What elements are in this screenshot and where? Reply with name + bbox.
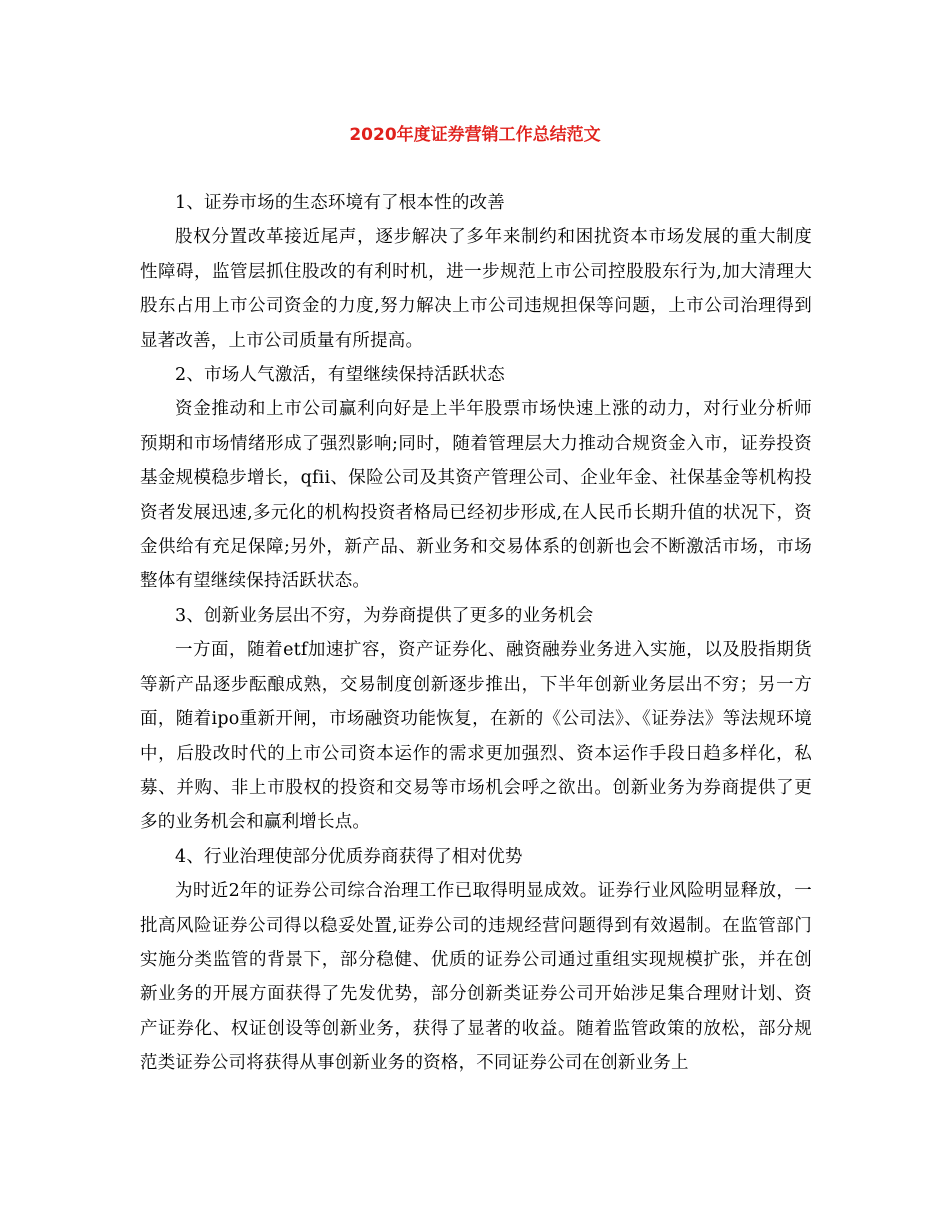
- document-title: 2020年度证券营销工作总结范文: [349, 125, 601, 145]
- section-heading-1: 1、证券市场的生态环境有了根本性的改善: [175, 193, 505, 213]
- section-paragraph-2: 资金推动和上市公司赢利向好是上半年股票市场快速上涨的动力，对行业分析师预期和市场情绪形成了强烈影响;同时，随着管理层大力推动合规资金入市，证券投资基金规模稳步增长，qfii、保险公司及其资产管理公司、企业年金、社保基金等机构投资者发展迅速,多元化的机构投资者格局已经初步形成,在人民币长期升值的状况下，资金供给有充足保障;另外，新产品、新业务和交易体系的创新也会不断激活市场，市场整体有望继续保持活跃状态。: [140, 399, 812, 592]
- section-heading-2: 2、市场人气激活，有望继续保持活跃状态: [175, 365, 505, 386]
- document-body: [140, 186, 812, 1081]
- section-paragraph-4: 为时近2年的证券公司综合治理工作已取得明显成效。证券行业风险明显释放，一批高风险证券公司得以稳妥处置,证券公司的违规经营问题得到有效遏制。在监管部门实施分类监管的背景下，部分稳健、优质的证券公司通过重组实现规模扩张，并在创新业务的开展方面获得了先发优势，部分创新类证券公司开始涉足集合理财计划、资产证券化、权证创设等创新业务，获得了显著的收益。随着监管政策的放松，部分规范类证券公司将获得从事创新业务的资格，不同证券公司在创新业务上: [140, 881, 812, 1074]
- section-heading-3: 3、创新业务层出不穷，为券商提供了更多的业务机会: [175, 605, 594, 626]
- section-heading-4: 4、行业治理使部分优质券商获得了相对优势: [175, 846, 523, 867]
- section-paragraph-1: 股权分置改革接近尾声，逐步解决了多年来制约和困扰资本市场发展的重大制度性障碍，监管层抓住股改的有利时机，进一步规范上市公司控股股东行为,加大清理大股东占用上市公司资金的力度,努力解决上市公司违规担保等问题，上市公司治理得到显著改善，上市公司质量有所提高。: [140, 227, 812, 351]
- section-paragraph-3: 一方面，随着etf加速扩容，资产证券化、融资融券业务进入实施，以及股指期货等新产品逐步酝酿成熟，交易制度创新逐步推出，下半年创新业务层出不穷；另一方面，随着ipo重新开闸，市场融资功能恢复，在新的《公司法》、《证券法》等法规环境中，后股改时代的上市公司资本运作的需求更加强烈、资本运作手段日趋多样化，私募、并购、非上市股权的投资和交易等市场机会呼之欲出。创新业务为券商提供了更多的业务机会和赢利增长点。: [140, 640, 812, 833]
